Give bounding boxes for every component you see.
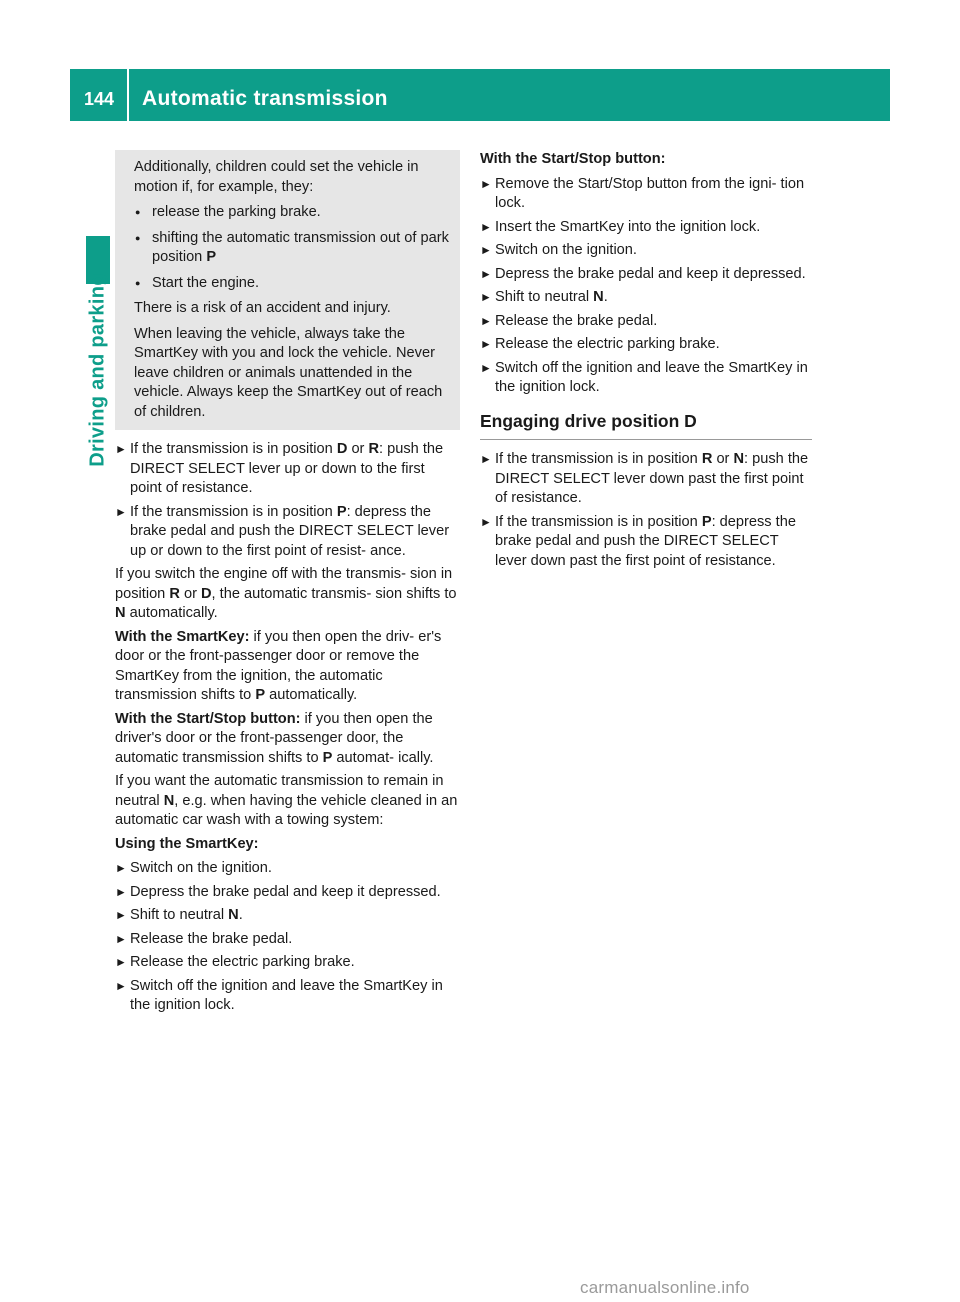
step-text: : depress the brake pedal and push the DIRECT SELECT lever down past the first point of resistance. — [495, 513, 796, 569]
step-text: Release the brake pedal. — [495, 312, 658, 329]
arrow-icon: ► — [115, 861, 127, 875]
arrow-icon: ► — [480, 176, 492, 191]
gear-position: D — [201, 585, 212, 602]
arrow-icon: ► — [480, 243, 492, 257]
arrow-icon: ► — [115, 908, 127, 922]
step-text: Switch off the ignition and leave the SmartKey in the ignition lock. — [495, 359, 808, 395]
step-text: Insert the SmartKey into the ignition lock. — [495, 218, 761, 235]
gear-position: N — [733, 451, 745, 467]
gear-position: R — [701, 451, 713, 467]
arrow-icon: ► — [480, 360, 492, 375]
step-text: If the transmission is in position — [130, 441, 337, 457]
instruction-step — [480, 450, 812, 509]
step-text: If the transmission is in position — [495, 451, 702, 467]
warning-risk: There is a risk of an accident and injury. — [134, 300, 391, 316]
warning-bullet — [134, 203, 452, 223]
paragraph — [115, 628, 460, 706]
gear-position: P — [255, 687, 266, 703]
step-text: Shift to neutral — [495, 289, 594, 305]
page-number: 144 — [84, 89, 115, 109]
bullet-text: shifting the automatic transmission out of park position — [152, 229, 449, 265]
arrow-icon: ► — [115, 955, 127, 969]
step-text: . — [603, 289, 608, 305]
step-text: : depress the brake pedal and push the DIRECT SELECT lever up or down to the first point of resist- ance. — [130, 503, 450, 559]
step-text: Release the electric parking brake. — [495, 336, 720, 352]
instruction-step — [480, 359, 812, 398]
left-column — [115, 150, 460, 1020]
paragraph — [115, 710, 460, 769]
instruction-step — [480, 312, 812, 332]
step-text: Remove the Start/Stop button from the igni- tion lock. — [495, 175, 805, 211]
header-divider — [127, 69, 129, 121]
instruction-step — [115, 859, 460, 879]
warning-intro: Additionally, children could set the vehicle in motion if, for example, they: — [134, 159, 419, 195]
instruction-step — [115, 503, 460, 562]
arrow-icon: ► — [115, 442, 127, 456]
para-text: If you switch the engine off with the transmis- sion in position — [115, 566, 453, 602]
step-text: Shift to neutral — [130, 907, 229, 923]
step-text: : push the DIRECT SELECT lever up or down to the first point of resistance. — [130, 441, 444, 496]
step-text: Release the brake pedal. — [130, 930, 293, 947]
paragraph — [115, 565, 460, 624]
instruction-step — [115, 953, 460, 973]
bullet-text: Start the engine. — [152, 274, 260, 291]
arrow-icon: ► — [480, 337, 492, 351]
instruction-step — [480, 288, 812, 308]
gear-position: N — [593, 289, 604, 305]
section-heading: Engaging drive position D — [480, 412, 812, 441]
gear-position: D — [336, 441, 348, 457]
arrow-icon: ► — [115, 931, 127, 946]
warning-bullet — [134, 229, 452, 268]
para-text: , the automatic transmis- sion shifts to — [211, 585, 457, 602]
subheading-smartkey: Using the SmartKey: — [115, 835, 259, 852]
para-text: if you then open the driv- er's door or the front-passenger door or remove the SmartKey from the ignition, the automatic transmission shifts to — [115, 628, 442, 703]
arrow-icon: ► — [480, 219, 492, 234]
step-text: Depress the brake pedal and keep it depressed. — [495, 265, 806, 282]
paragraph — [115, 772, 460, 831]
arrow-icon: ► — [480, 313, 492, 328]
instruction-step — [115, 883, 460, 903]
subheading-startstop: With the Start/Stop button: — [480, 151, 666, 167]
step-text: or — [347, 441, 369, 457]
step-text: . — [238, 907, 243, 923]
instruction-step — [115, 906, 460, 926]
arrow-icon: ► — [480, 290, 492, 304]
para-text: automat- ically. — [332, 749, 434, 766]
instruction-step — [115, 440, 460, 499]
arrow-icon: ► — [115, 504, 127, 519]
para-lead: With the Start/Stop button: — [115, 710, 301, 727]
gear-position: P — [322, 749, 333, 766]
section-label: Driving and parking — [86, 273, 109, 467]
gear-position: N — [228, 907, 239, 923]
step-text: or — [712, 451, 734, 467]
para-lead: With the SmartKey: — [115, 628, 250, 645]
arrow-icon: ► — [480, 514, 492, 529]
gear-position: N — [115, 605, 126, 621]
step-text: If the transmission is in position — [130, 503, 337, 520]
warning-box — [115, 150, 460, 430]
instruction-step — [480, 265, 812, 285]
step-text: Switch on the ignition. — [130, 860, 272, 876]
step-text: Release the electric parking brake. — [130, 954, 355, 970]
bullet-text: release the parking brake. — [152, 204, 321, 220]
header-bar — [70, 69, 890, 121]
instruction-step — [480, 175, 812, 214]
arrow-icon: ► — [480, 452, 492, 466]
step-text: If the transmission is in position — [495, 513, 702, 530]
para-text: or — [179, 585, 201, 602]
arrow-icon: ► — [480, 266, 492, 281]
instruction-step — [480, 335, 812, 355]
gear-position: P — [701, 513, 712, 530]
instruction-step — [115, 977, 460, 1016]
para-text: automatically. — [125, 605, 218, 621]
para-text: automatically. — [265, 687, 358, 703]
arrow-icon: ► — [115, 978, 127, 993]
right-column — [480, 150, 812, 575]
instruction-step — [480, 513, 812, 572]
gear-position: R — [368, 441, 380, 457]
instruction-step — [480, 241, 812, 261]
gear-position: P — [336, 503, 347, 520]
warning-advice: When leaving the vehicle, always take the SmartKey with you and lock the vehicle. Never leave children or animals unattended in the vehicle. Always keep the SmartKey out of reach of children. — [134, 325, 443, 420]
para-text: If you want the automatic transmission to remain in neutral — [115, 773, 444, 809]
watermark: carmanualsonline.info — [580, 1278, 750, 1297]
arrow-icon: ► — [115, 884, 127, 899]
warning-bullet — [134, 274, 452, 294]
step-text: Switch off the ignition and leave the SmartKey in the ignition lock. — [130, 977, 443, 1013]
instruction-step — [115, 930, 460, 950]
page-title: Automatic transmission — [142, 87, 388, 110]
step-text: Depress the brake pedal and keep it depressed. — [130, 883, 441, 900]
para-text: if you then open the driver's door or the front-passenger door, the automatic transmission shifts to — [115, 710, 433, 766]
gear-position: R — [169, 585, 180, 602]
para-text: , e.g. when having the vehicle cleaned in an automatic car wash with a towing system: — [115, 792, 458, 828]
step-text: : push the DIRECT SELECT lever down past the first point of resistance. — [495, 451, 809, 506]
gear-position: N — [163, 792, 175, 809]
instruction-step — [480, 218, 812, 238]
gear-position-p: P — [206, 249, 217, 265]
step-text: Switch on the ignition. — [495, 242, 637, 258]
